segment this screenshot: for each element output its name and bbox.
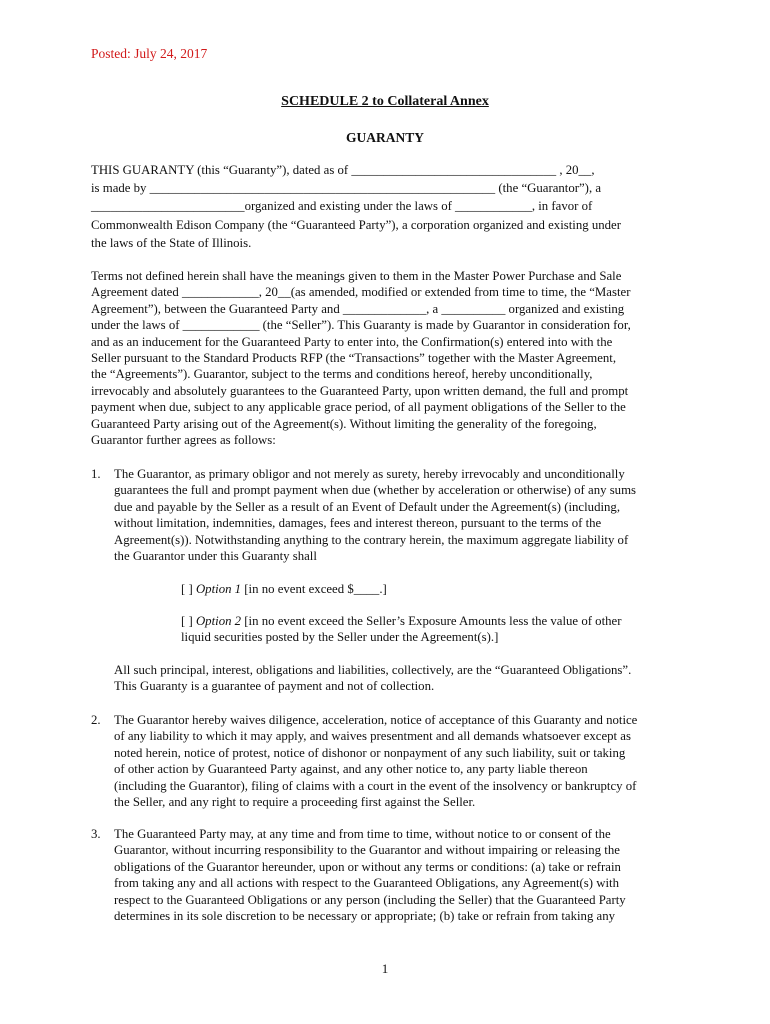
section-number: 1. [91,467,101,481]
posted-date: Posted: July 24, 2017 [91,46,208,61]
intro-line: the laws of the State of Illinois. [91,235,252,250]
section-line: guarantees the full and prompt payment when due (whether by acceleration or otherwise) of any sums [114,483,637,498]
document-title: SCHEDULE 2 to Collateral Annex [281,94,489,109]
terms-line: Agreement dated ____________, 20__(as amended, modified or extended from time to time, the “Master [91,285,631,300]
section-line: due and payable by the Seller as a result of an Event of Default under the Agreement(s) (including, [114,499,621,514]
option-2-text-cont: liquid securities posted by the Seller under the Agreement(s).] [181,630,499,645]
section-line: The Guarantor, as primary obligor and not merely as surety, hereby irrevocably and unconditionally [114,467,625,481]
page-number: 1 [381,961,389,976]
section-line: determines in its sole discretion to be necessary or appropriate; (b) take or refrain from taking any [114,909,616,924]
terms-line: and as an inducement for the Guaranteed Party to enter into, the Confirmation(s) entered into with the [91,334,613,349]
section-line: noted herein, notice of protest, notice of dishonor or nonpayment of any such liability, suit or taking [114,745,626,760]
intro-line: ________________________organized and existing under the laws of ____________, in favor of [91,199,593,214]
closing-line: This Guaranty is a guarantee of payment and not of collection. [114,679,435,694]
option-2-label: Option 2 [195,614,242,628]
option-2 [181,613,681,646]
document-subtitle: GUARANTY [345,130,424,145]
section-line: of other action by Guaranteed Party against, and any other notice to, any party liable thereon [114,762,588,777]
option-1-text: [in no event exceed $____.] [244,582,387,596]
section-line: (including the Guarantor), filing of claims with a court in the event of the insolvency or bankruptcy of [114,778,637,793]
section-line: Agreement(s)). Notwithstanding anything to the contrary herein, the maximum aggregate liability of [114,532,629,547]
section-line: from taking any and all actions with respect to the Guaranteed Obligations, any Agreement(s) with [114,876,619,891]
section-number: 3. [91,827,101,841]
section-line: The Guaranteed Party may, at any time and from time to time, without notice to or consent of the [114,827,611,841]
option-2-text: [in no event exceed the Seller’s Exposure Amounts less the value of other [244,614,622,628]
intro-line: is made by ______________________________________________________ (the “Guarantor”), a [91,181,602,196]
terms-line: the “Agreements”). Guarantor, subject to the terms and conditions hereof, hereby unconditionally, [91,367,593,382]
terms-line: payment when due, subject to any applicable grace period, of all payment obligations of the Seller to the [91,400,626,415]
section-line: the Seller, and any right to require a proceeding first against the Seller. [114,795,476,810]
terms-line: under the laws of ____________ (the “Seller”). This Guaranty is made by Guarantor in consideration for, [91,318,631,333]
section-line: of any liability to which it may apply, and waives presentment and all demands whatsoever except as [114,729,631,744]
section-line: Guarantor, without incurring responsibility to the Guarantor and without impairing or releasing the [114,843,620,858]
section-line: The Guarantor hereby waives diligence, acceleration, notice of acceptance of this Guaranty and notice [114,713,638,727]
section-number: 2. [91,713,101,727]
intro-line: THIS GUARANTY (this “Guaranty”), dated as of ________________________________ , 20__, [91,163,595,177]
terms-line: Guaranteed Party arising out of the Agreement(s). Without limiting the generality of the foregoing, [91,416,597,431]
section-1-closing [114,662,714,695]
terms-line: Seller pursuant to the Standard Products RFP (the “Transactions” together with the Master Agreement, [91,351,617,366]
option-2-checkbox[interactable]: [ ] [181,614,193,628]
section-line: respect to the Guaranteed Obligations or any person (including the Seller) that the Guaranteed Party [114,892,626,907]
option-1-label: Option 1 [195,582,242,596]
closing-line: All such principal, interest, obligations and liabilities, collectively, are the “Guaranteed Obligations”. [114,663,632,677]
terms-paragraph [91,268,691,448]
terms-line: Terms not defined herein shall have the meanings given to them in the Master Power Purchase and Sale [91,269,622,283]
terms-line: Guarantor further agrees as follows: [91,433,276,448]
intro-line: Commonwealth Edison Company (the “Guaranteed Party”), a corporation organized and existing under [91,217,621,232]
section-line: without limitation, indemnities, damages, fees and interest thereon, pursuant to the terms of the [114,516,602,531]
option-1 [181,581,681,597]
section-line: obligations of the Guarantor hereunder, upon or without any terms or conditions: (a) take or refrain [114,859,621,874]
section-line: the Guarantor under this Guaranty shall [114,549,317,564]
terms-line: Agreement”), between the Guaranteed Party and _____________, a __________ organized and existing [91,301,625,316]
option-1-checkbox[interactable]: [ ] [181,582,193,596]
terms-line: irrevocably and absolutely guarantees to the Guaranteed Party, upon written demand, the full and prompt [91,383,629,398]
intro-paragraph [91,161,691,252]
